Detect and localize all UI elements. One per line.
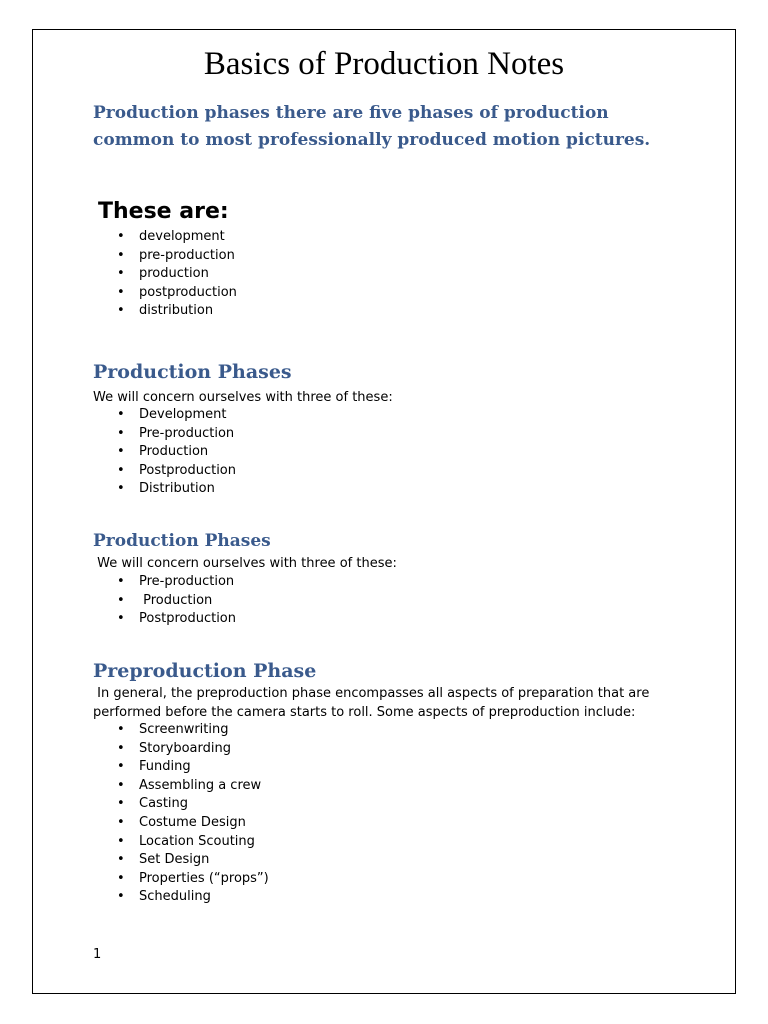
list-item: • Production bbox=[0, 443, 236, 462]
bullet-icon: • bbox=[117, 889, 125, 905]
list-item: • Scheduling bbox=[0, 888, 269, 907]
list-item: • Pre-production bbox=[0, 425, 236, 444]
list-item: • distribution bbox=[0, 302, 237, 321]
intro-paragraph: Production phases there are five phases of production common to most professionally produced motion pictures. bbox=[93, 103, 651, 150]
page-number: 1 bbox=[93, 947, 102, 962]
list-item: • development bbox=[0, 228, 237, 247]
bullet-icon: • bbox=[117, 229, 125, 244]
list-item: • Production bbox=[0, 592, 236, 611]
section-paragraph: We will concern ourselves with three of these: bbox=[93, 390, 393, 405]
list-item: • Distribution bbox=[0, 480, 236, 499]
bullet-icon: • bbox=[117, 462, 125, 478]
preproduction-aspects-list bbox=[0, 721, 269, 907]
bullet-icon: • bbox=[117, 740, 125, 756]
bullet-icon: • bbox=[117, 611, 125, 627]
list-item: • postproduction bbox=[0, 284, 237, 303]
bullet-icon: • bbox=[117, 833, 125, 849]
list-item: • pre-production bbox=[0, 247, 237, 266]
list-item: • Casting bbox=[0, 795, 269, 814]
bullet-icon: • bbox=[117, 481, 125, 497]
bullet-icon: • bbox=[117, 303, 125, 319]
list-item: • Development bbox=[0, 406, 236, 425]
section-paragraph: In general, the preproduction phase encompasses all aspects of preparation that are performed before the camera starts to roll. Some aspects of preproduction include: bbox=[93, 686, 654, 720]
list-item: • Funding bbox=[0, 758, 269, 777]
bullet-icon: • bbox=[117, 284, 125, 300]
bullet-icon: • bbox=[117, 852, 125, 868]
list-item: • Location Scouting bbox=[0, 833, 269, 852]
bullet-icon: • bbox=[117, 870, 125, 886]
bullet-icon: • bbox=[117, 722, 125, 737]
bullet-icon: • bbox=[117, 759, 125, 775]
list-item: • Set Design bbox=[0, 851, 269, 870]
bullet-icon: • bbox=[117, 796, 125, 812]
section-heading-preproduction-phase: Preproduction Phase bbox=[93, 660, 317, 682]
bullet-icon: • bbox=[117, 247, 125, 263]
bullet-icon: • bbox=[117, 266, 125, 282]
bullet-icon: • bbox=[117, 814, 125, 830]
list-item: • Properties (“props”) bbox=[0, 870, 269, 889]
bullet-icon: • bbox=[117, 777, 125, 793]
list-item: • Costume Design bbox=[0, 814, 269, 833]
production-phases-list bbox=[0, 406, 236, 499]
list-item: • production bbox=[0, 265, 237, 284]
bullet-icon: • bbox=[117, 425, 125, 441]
section-heading-production-phases: Production Phases bbox=[93, 361, 292, 383]
bullet-icon: • bbox=[117, 574, 125, 589]
these-are-heading: These are: bbox=[98, 199, 229, 224]
phases-list bbox=[0, 228, 237, 321]
selected-phases-list bbox=[0, 573, 236, 629]
bullet-icon: • bbox=[117, 444, 125, 460]
bullet-icon: • bbox=[117, 407, 125, 422]
list-item: • Assembling a crew bbox=[0, 777, 269, 796]
section-paragraph: We will concern ourselves with three of these: bbox=[93, 556, 397, 571]
list-item: • Screenwriting bbox=[0, 721, 269, 740]
list-item: • Pre-production bbox=[0, 573, 236, 592]
bullet-icon: • bbox=[117, 592, 125, 608]
list-item: • Postproduction bbox=[0, 610, 236, 629]
list-item: • Postproduction bbox=[0, 462, 236, 481]
document-title: Basics of Production Notes bbox=[203, 46, 565, 82]
section-heading-production-phases-2: Production Phases bbox=[93, 531, 271, 551]
list-item: • Storyboarding bbox=[0, 740, 269, 759]
